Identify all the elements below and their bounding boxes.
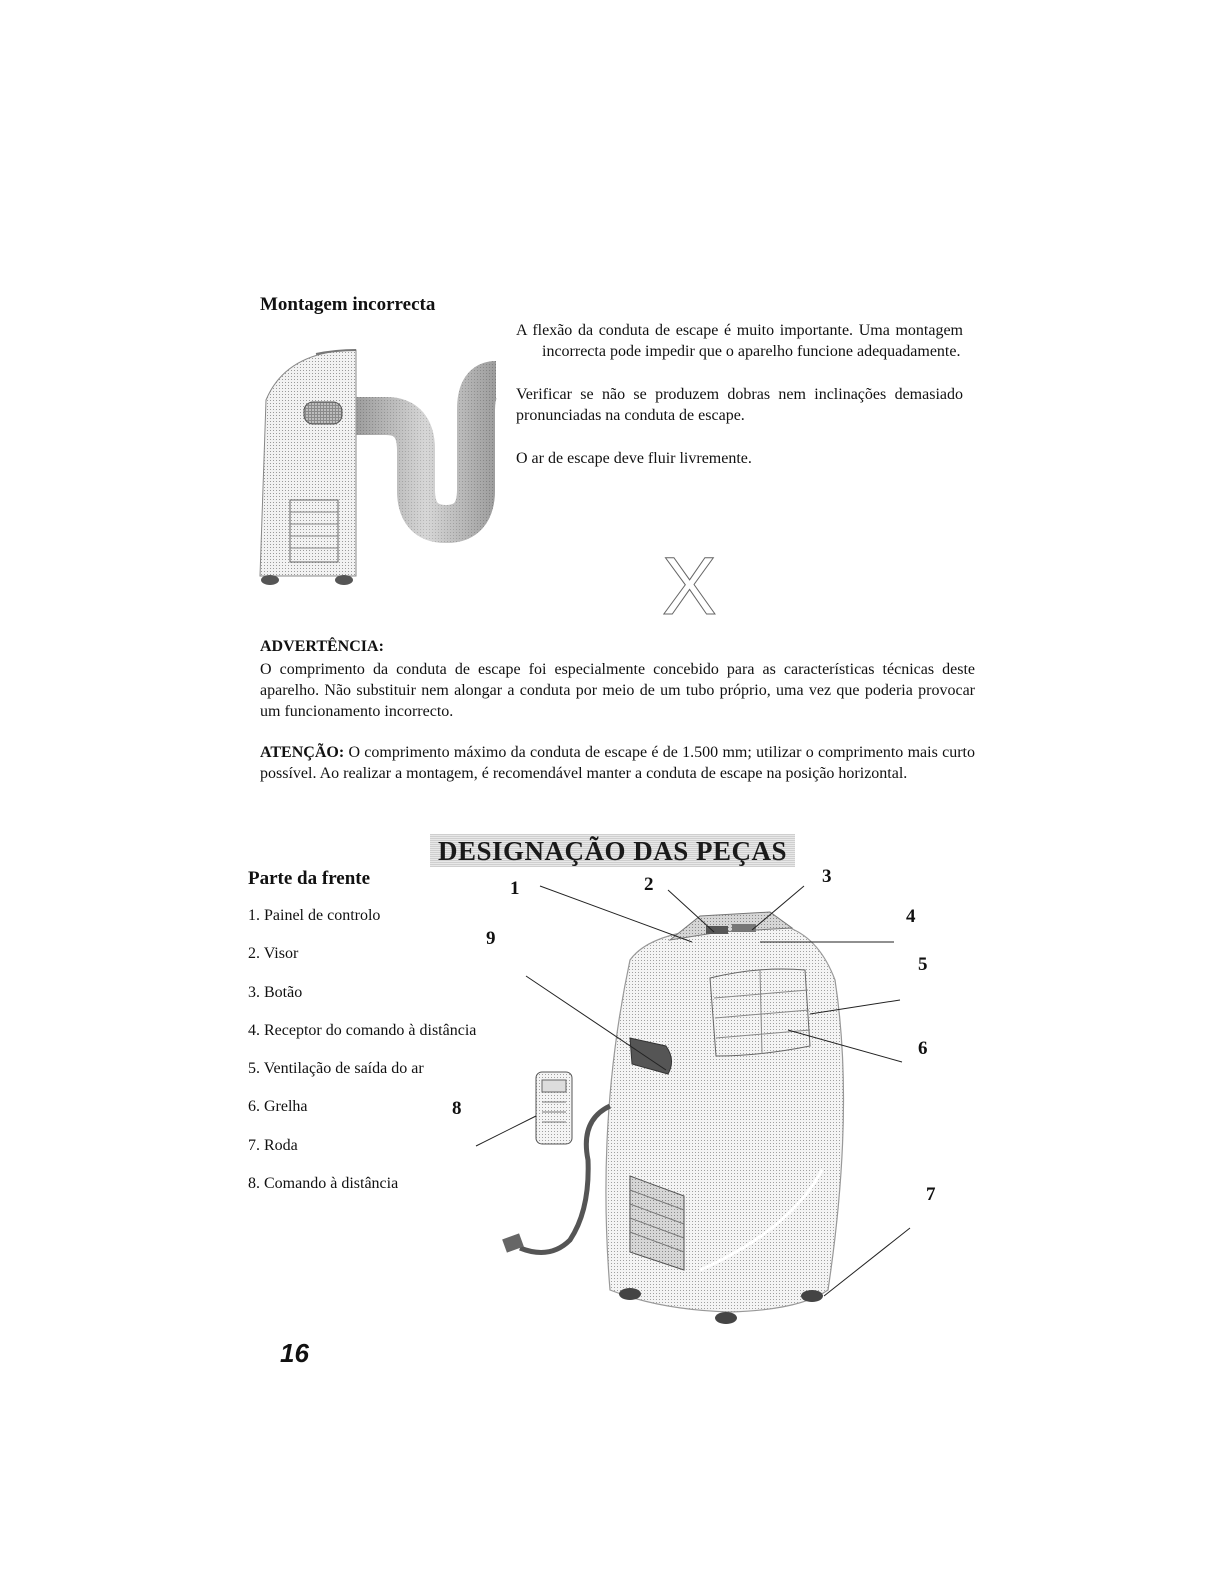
callout-1: 1: [510, 878, 520, 899]
mounting-text: [516, 320, 963, 491]
list-item: 5. Ventilação de saída do ar: [248, 1060, 424, 1078]
incorrect-x-mark: X: [662, 541, 717, 632]
attention-block: [260, 742, 975, 784]
callout-7: 7: [926, 1184, 936, 1205]
callout-2: 2: [644, 874, 654, 895]
callout-9: 9: [486, 928, 496, 949]
list-item: 2. Visor: [248, 945, 299, 963]
parts-subtitle: Parte da frente: [248, 868, 371, 889]
callout-3: 3: [822, 866, 832, 887]
list-item: 7. Roda: [248, 1136, 298, 1154]
list-item: 3. Botão: [248, 983, 303, 1001]
callout-5: 5: [918, 954, 928, 975]
warning-title: ADVERTÊNCIA:: [260, 638, 384, 655]
parts-banner: DESIGNAÇÃO DAS PEÇAS: [430, 834, 795, 867]
mounting-paragraph: O ar de escape deve fluir livremente.: [516, 450, 752, 467]
callout-4: 4: [906, 906, 916, 927]
callout-8: 8: [452, 1098, 462, 1119]
mounting-paragraph: A flexão da conduta de escape é muito importante. Uma montagem incorrecta pode impedir que o aparelho funcione adequadamente.: [516, 322, 963, 360]
incorrect-mounting-illustration: [246, 340, 506, 602]
list-item: 1. Painel de controlo: [248, 907, 381, 924]
section-title-mounting: Montagem incorrecta: [260, 294, 436, 315]
attention-text: O comprimento máximo da conduta de escape é de 1.500 mm; utilizar o comprimento mais curto possível. Ao realizar a montagem, é recomendável manter a conduta de escape na posição horizontal.: [260, 744, 975, 782]
list-item: 8. Comando à distância: [248, 1175, 399, 1193]
attention-label: ATENÇÃO:: [260, 744, 345, 761]
parts-list: [248, 906, 496, 1212]
air-conditioner-diagram: [470, 870, 950, 1340]
page-number: 16: [280, 1338, 309, 1368]
warning-text: O comprimento da conduta de escape foi especialmente concebido para as características técnicas deste aparelho. Não substituir nem alongar a conduta por meio de um tubo próprio, uma vez que poderia provocar um funcionamento incorrecto.: [260, 661, 975, 720]
list-item: 6. Grelha: [248, 1098, 308, 1116]
list-item: 4. Receptor do comando à distância: [248, 1021, 477, 1039]
callout-6: 6: [918, 1038, 928, 1059]
mounting-paragraph: Verificar se não se produzem dobras nem inclinações demasiado pronunciadas na conduta de escape.: [516, 386, 963, 424]
